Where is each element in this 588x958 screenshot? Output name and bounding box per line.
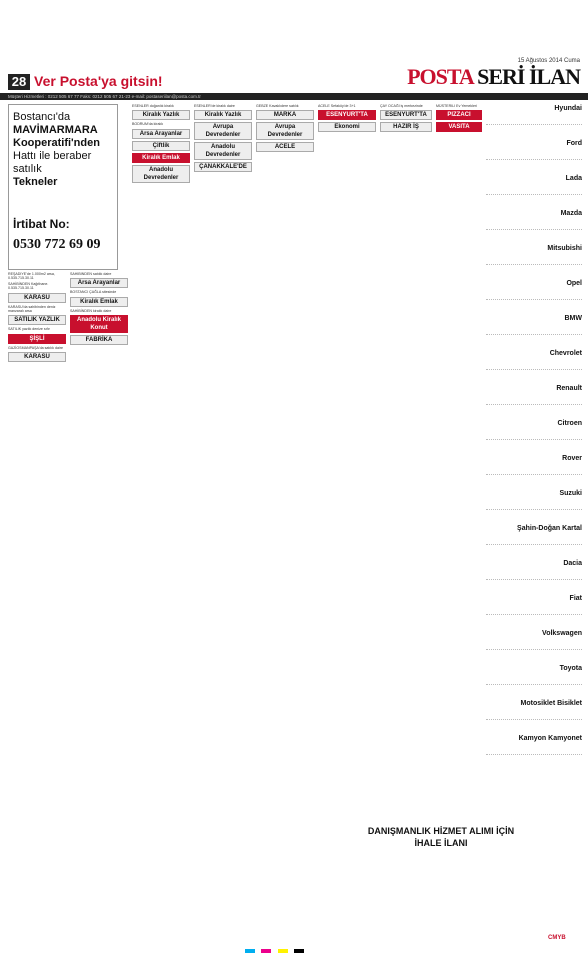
category-header: Kiralık Yazlık bbox=[194, 110, 252, 120]
cars-column bbox=[486, 104, 582, 772]
ad-line-1: Bostancı'da bbox=[13, 111, 71, 123]
cmyk-mark: CMYB bbox=[548, 935, 566, 941]
car-listing-row bbox=[486, 489, 582, 510]
car-listing-row bbox=[486, 209, 582, 230]
car-brand-label: Rover bbox=[562, 455, 582, 462]
car-brand-label: Mazda bbox=[560, 210, 582, 217]
car-brand-label: Volkswagen bbox=[542, 630, 582, 637]
column-1: REŞADİYE'de 1.000m2 arsa, 0.535.715.30.11 SAHİBİNDEN Kağıthane. 0.535.715.30.11 KARASU KARASU'da sahibinden deniz manzaralı arsa SATILIK YAZLIK SATILIK yazlık denize sıfır ŞİŞLİ GAZİOSMANPAŞA'da satılık daire KARASU bbox=[8, 272, 66, 932]
ad-line-2: MAVİMARMARA bbox=[13, 124, 98, 136]
contact-label: İrtibat No: bbox=[13, 217, 70, 231]
contact-bar: Müşteri Hizmetleri : 0212 505 67 77 Faks: 0212 505 67 21-23 e-mail: postaseriilan@posta.com.tr bbox=[0, 93, 588, 100]
category-header: Çiftlik bbox=[132, 141, 190, 151]
car-listing-row bbox=[486, 699, 582, 720]
category-header: SATILIK YAZLIK bbox=[8, 315, 66, 325]
car-listing-row bbox=[486, 139, 582, 160]
car-listing-row bbox=[486, 279, 582, 300]
slogan: Ver Posta'ya gitsin! bbox=[34, 73, 163, 89]
page-number: 28 bbox=[8, 74, 30, 90]
car-brand-label: Chevrolet bbox=[549, 350, 582, 357]
car-listing-row bbox=[486, 349, 582, 370]
category-header: ACELE bbox=[256, 142, 314, 152]
car-listing-row bbox=[486, 734, 582, 755]
column-4: ESENLER'de kiralık daire Kiralık Yazlık Avrupa Devredenler Anadolu Devredenler ÇANAKKALE'DE bbox=[194, 104, 252, 932]
category-header: Arsa Arayanlar bbox=[132, 129, 190, 139]
category-header: Anadolu Kiralık Konut bbox=[70, 315, 128, 333]
car-brand-label: Toyota bbox=[559, 665, 582, 672]
color-registration-bar bbox=[245, 940, 306, 958]
car-listing-row bbox=[486, 454, 582, 475]
category-header: MARKA bbox=[256, 110, 314, 120]
car-listing-row bbox=[486, 314, 582, 335]
ad-line-3: Kooperatifi'nden bbox=[13, 137, 100, 149]
category-header: Anadolu Devredenler bbox=[194, 142, 252, 160]
cyan-swatch bbox=[245, 949, 255, 953]
category-header: Arsa Arayanlar bbox=[70, 278, 128, 288]
column-3: ESENLER doğanlık kiralık Kiralık Yazlık BODRUM'da kiralık Arsa Arayanlar Çiftlik Kiralık Emlak Anadolu Devredenler bbox=[132, 104, 190, 932]
category-header: Anadolu Devredenler bbox=[132, 165, 190, 183]
category-header: Avrupa Devredenler bbox=[194, 122, 252, 140]
car-listing-row bbox=[486, 524, 582, 545]
car-brand-label: Dacia bbox=[563, 560, 582, 567]
car-brand-label: Renault bbox=[556, 385, 582, 392]
category-header: ESENYURT'TA bbox=[318, 110, 376, 120]
category-header: Avrupa Devredenler bbox=[256, 122, 314, 140]
column-6: ACELE Sefaköy'de 3+1 ESENYURT'TA Ekonomi bbox=[318, 104, 376, 824]
tender-title: DANIŞMANLIK HİZMET ALIMI İÇİN bbox=[367, 826, 515, 836]
car-brand-label: BMW bbox=[564, 315, 582, 322]
car-brand-label: Mitsubishi bbox=[547, 245, 582, 252]
car-listing-row bbox=[486, 384, 582, 405]
category-header: Kiralık Emlak bbox=[132, 153, 190, 163]
car-brand-label: Suzuki bbox=[559, 490, 582, 497]
car-listing-row bbox=[486, 629, 582, 650]
category-header: ESENYURT'TA bbox=[380, 110, 432, 120]
category-header: PIZZACI bbox=[436, 110, 482, 120]
boat-ad-text bbox=[9, 105, 117, 195]
category-header: Kiralık Yazlık bbox=[132, 110, 190, 120]
car-listing-row bbox=[486, 419, 582, 440]
category-header: FABRİKA bbox=[70, 335, 128, 345]
car-listing-row bbox=[486, 104, 582, 125]
magenta-swatch bbox=[261, 949, 271, 953]
posta-logo bbox=[407, 64, 580, 90]
category-header: Kiralık Emlak bbox=[70, 297, 128, 307]
car-listing-row bbox=[486, 594, 582, 615]
car-brand-label: Opel bbox=[566, 280, 582, 287]
category-header: KARASU bbox=[8, 352, 66, 362]
category-header: VASITA bbox=[436, 122, 482, 132]
car-listing-row bbox=[486, 559, 582, 580]
ad-line-5: satılık bbox=[13, 163, 42, 175]
boat-ad bbox=[8, 104, 118, 270]
category-header: ÇANAKKALE'DE bbox=[194, 162, 252, 172]
category-header: Ekonomi bbox=[318, 122, 376, 132]
page-header bbox=[0, 0, 588, 100]
car-brand-label: Hyundai bbox=[554, 105, 582, 112]
car-brand-label: Lada bbox=[565, 175, 582, 182]
logo-sub: SERİ İLAN bbox=[477, 64, 580, 89]
category-header: ŞİŞLİ bbox=[8, 334, 66, 344]
column-2: SAHİBİNDEN satılık daire Arsa Arayanlar BOSTANCI ÇAĞLA sitesinde Kiralık Emlak SAHİBİNDEN kiralık daire Anadolu Kiralık Konut FABRİKA bbox=[70, 272, 128, 932]
car-listing-row bbox=[486, 174, 582, 195]
category-header: HAZIR İŞ bbox=[380, 122, 432, 132]
car-brand-label: Citroen bbox=[557, 420, 582, 427]
car-brand-label: Motosiklet Bisiklet bbox=[520, 700, 582, 707]
issue-date: 15 Ağustos 2014 Cuma bbox=[517, 58, 580, 64]
column-7: ÇAY OCAĞI iş merkezinde ESENYURT'TA HAZIR İŞ bbox=[380, 104, 432, 824]
ad-line-4: Hattı ile beraber bbox=[13, 150, 92, 162]
car-brand-label: Şahin-Doğan Kartal bbox=[517, 525, 582, 532]
car-brand-label: Fiat bbox=[569, 595, 582, 602]
car-listing-row bbox=[486, 664, 582, 685]
yellow-swatch bbox=[278, 949, 288, 953]
column-8: MÜSTERİLİ Ev Yemekleri PIZZACI VASITA bbox=[436, 104, 482, 824]
tender-subtitle: İHALE İLANI bbox=[414, 838, 468, 848]
car-listing-row bbox=[486, 244, 582, 265]
ad-line-6: Tekneler bbox=[13, 176, 58, 188]
car-brand-label: Ford bbox=[566, 140, 582, 147]
logo-main: POSTA bbox=[407, 64, 473, 89]
black-swatch bbox=[294, 949, 304, 953]
car-brand-label: Kamyon Kamyonet bbox=[518, 735, 582, 742]
contact-phone: 0530 772 69 09 bbox=[13, 237, 101, 252]
column-5: GEBZE Kavaklıdere satılık MARKA Avrupa Devredenler ACELE bbox=[256, 104, 314, 824]
category-header: KARASU bbox=[8, 293, 66, 303]
